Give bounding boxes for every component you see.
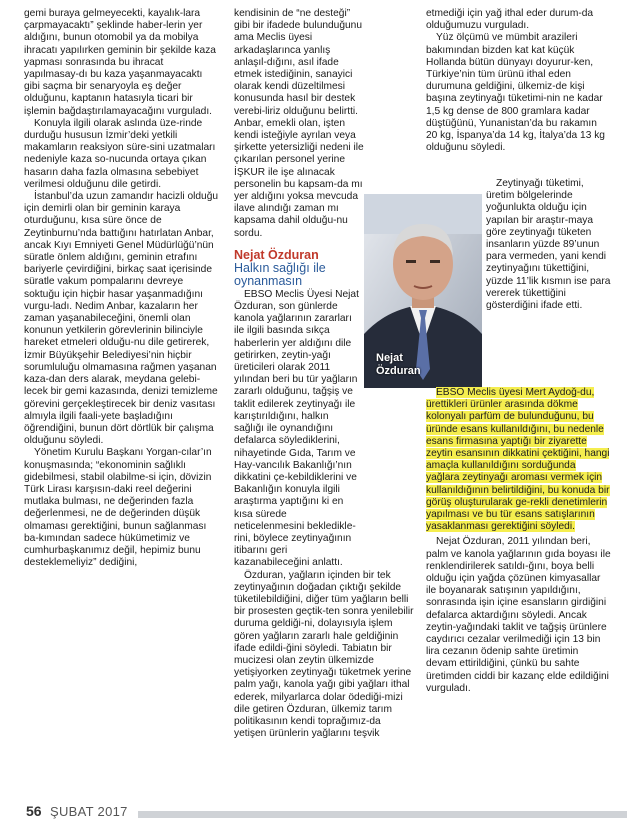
column-1	[24, 8, 221, 569]
paragraph: İstanbul’da uzun zamandır hacizli olduğu için demirli olan bir geminin karaya oturduğunu, kısa süre önce de Zeytinburnu’nda battığını hatırlatan Anbar, ancak Kıyı Emniyeti Genel Müdürlüğü’nün süratle önlem aldığını, geminin etrafını bariyerle çevirdiğini, birkaç saat içerisinde süratle vakum pompalarını devreye soktuğu için hiçbir hasar yaşanmadığını vurgu-ladı. Nedim Anbar, kazaların her zaman yaşanabileceğini, önemli olan konunun yetkilerin görevlerinin bilinciyle hareket etmeleri olduğu-nu dile getirerek, İzmir Büyükşehir Belediyesi’nin hiçbir sorumluluğu olmamasına rağmen yaşanan kaza-dan ders alarak, meydana gelebi-lecek bir gemi kazasında, denizi temizleme görevini gerçekleştirecek bir deniz vasıtası almıyla ilgili faali-yete başladığını öğrendiğini, bunun dört dörtlük bir çalışma olduğunu söyledi.	[24, 191, 219, 447]
paragraph: Nejat Özduran, 2011 yılından beri, palm ve kanola yağlarının gıda boyası ile renklendirilerek satıldı-ğını, boya belli olduğu için yağda çözünen kimyasallar ile boyanarak satışının yapıldığını, sonrasında işin içine esansların girdiğini defalarca aktardığını söyledi. Ancak zeytin-yağındaki taklit ve tağşiş ürünlere caydırıcı cezalar verilmediği için 13 bin lira cezanın ödenip sahte üretimin devam ettirildiğini, çünkü bu sahte üretimden ciddi bir kazanç elde edildiğini vurguladı.	[426, 536, 611, 694]
issue-date: ŞUBAT 2017	[50, 804, 128, 819]
subheading-name: Nejat Özduran	[234, 247, 319, 262]
paragraph: Zeytinyağı tüketimi, üretim bölgelerinde yoğunlukta olduğu için yapılan bir araştır-maya göre zeytinyağı tüketen insanların yüzde 89’unun para vermeden, yani kendi zeytinyağını tükettiğini, yüzde 11’lik kısmın ise para vererek tükettiğini gösterdiğini ifade etti.	[486, 178, 611, 312]
column-3-top	[426, 8, 611, 154]
highlighted-paragraph	[426, 387, 611, 533]
paragraph: gemi buraya gelmeyecekti, kayalık-lara çarpmayacaktı” şeklinde haber-lerin yer aldığını, bunun otomobil ya da mobilya ihracatı yapılırken geminin bir şekilde kaza yapması sonrasında bu ihracat yapılmasay-dı bu kaza yaşanmayacaktı gibi saçma bir senaryoyla eş değer olduğunu, kaptanın hatasıyla ticari bir işlemin bağdaştırılamayacağını vurguladı.	[24, 8, 216, 117]
paragraph: EBSO Meclis Üyesi Nejat Özduran, son günlerde kanola yağlarının zararları ile ilgili basında sıkça haberlerin yer aldığını dile getirirken, zeytin-yağı üreticileri olarak 2011 yılından beri bu tür yağların zararlı olduğunu, tağşiş ve taklit edilerek zeytinyağı ile karıştırıldığını, halkın sağlığı ile oynandığını defalarca söylediklerini, nihayetinde Gıda, Tarım ve Hay-vancılık Bakanlığı’nın dikkatini çe-kebildiklerini ve Bakanlığın konuyla ilgili araştırma yaptığını ki en kısa sürede neticelenmesini beklediklе-rini, böylece zeytinyağının itibarını geri kazanabileceğini anlattı.	[234, 288, 359, 569]
paragraph: Konuyla ilgili olarak aslında üze-rinde durduğu hususun İzmir’deki yetkili makamların reaksiyon süre-sini uzatmaları nedeniyle kaza so-nucunda ortaya çıkan hasarın daha fazla olmasına sebebiyet verilmesi olduğunu dile getirdi.	[24, 117, 216, 190]
paragraph: kendisinin de “ne desteği” gibi bir ifadede bulunduğunu ama Meclis üyesi arkadaşlarınca yanlış anlaşıl-dığını, asıl ifade etmek istediğinin, sanayici olarak kendi düzeltilmesi konusunda hasıl bir destek verebi-liriz olduğunu belirtti. Anbar, emekli olan, işten kendi isteğiyle ayrılan veya şirkette yetersizliği nedeni ile çıkarılan personel yerine İŞKUR ile işe alınacak personelin bu kapsam-da mı yer aldığını yoksa mevcuda ilave alındığı zaman mı kapsama dahil olduğu-nu sordu.	[234, 8, 364, 239]
page-number: 56	[26, 803, 42, 819]
paragraph: Yönetim Kurulu Başkanı Yorgan-cılar’ın konuşmasında; “ekonominin sağlıklı gidebilmesi, stabil olabilme-si için, dövizin Türk Lirası karşısın-daki reel değerini mutlaka bulması, ne değerinden fazla değerlenmesi, ne de değerinden düşük olmaması gerektiğini, bunun sağlanması ba-kımından sadece hükümetimiz ve cumhurbaşkanımız değil, hepimiz bunu desteklemeliyiz” dediğini,	[24, 447, 212, 569]
subheading-title: Halkın sağlığı ile oynanmasın	[234, 260, 326, 289]
paragraph: Özduran, yağların içinden bir tek zeytinyağının doğadan çıktığı şekilde tüketilebildiğini, diğer tüm yağların belli bir prosesten geçtik-ten sonra yenilebilir duruma geldiği-ni, dolayısıyla işlem gören yağların zararlı hale geldiğinin ifade edildi-ğini söyledi. Tabiatın bir mucizesi olan zeytin ülkemizde yetişiyorken zeytinyağı tüketmek yerine palm yağı, kanola yağı gibi yağları ithal ederek, milyarlarca dolar ödediği-mizi dile getiren Özduran, ülkemiz tarım politikasının kendi toprağımız-da yetişen ürünlerin yağlarını teşvik	[234, 569, 414, 740]
photo-caption: Nejat Özduran	[376, 352, 421, 377]
footer-rule	[138, 811, 627, 818]
subheading	[234, 248, 354, 289]
highlighted-text: EBSO Meclis üyesi Mert Aydoğ-du, ürettikleri ürünler arasında dökme kolonyalı parfüm de bulunduğunu, bu üründe esans kullanıldığını, bu nedenle esans firmasına yaptığı bir ziyarette zeytin esansının dikkatini çektiğini, hangi amaçla kullanıldığını sorduğunda yağlara zeytinyağı aroması vermek için kullanıldığının belirtildiğini, bu konuda bir görüş oluşturularak ge-rekli denetimlerin yapılması ve bu tür esans satışlarının yasaklanması gerektiğini söyledi.	[426, 387, 610, 533]
paragraph: etmediği için yağ ithal eder durum-da olduğumuzu vurguladı.	[426, 8, 594, 32]
column-3-narrow	[486, 178, 611, 312]
paragraph: Yüz ölçümü ve mümbit arazileri bakımından bizden kat kat küçük Hollanda bütün dünyayı doyurur-ken, Türkiye’nin tüm ürünü ithal eden durumuna geldiğini, ülkemiz-de kişi başına zeytinyağı tüketimi-nin ne kadar 1,5 kg dense de 800 gramlara kadar düştüğünü, Yunanistan’da bu rakamın 20 kg, İspanya’da 14 kg, İtalya’da 13 kg olduğunu söyledi.	[426, 32, 605, 154]
portrait-photo	[364, 194, 482, 388]
column-3-bottom	[426, 387, 611, 695]
